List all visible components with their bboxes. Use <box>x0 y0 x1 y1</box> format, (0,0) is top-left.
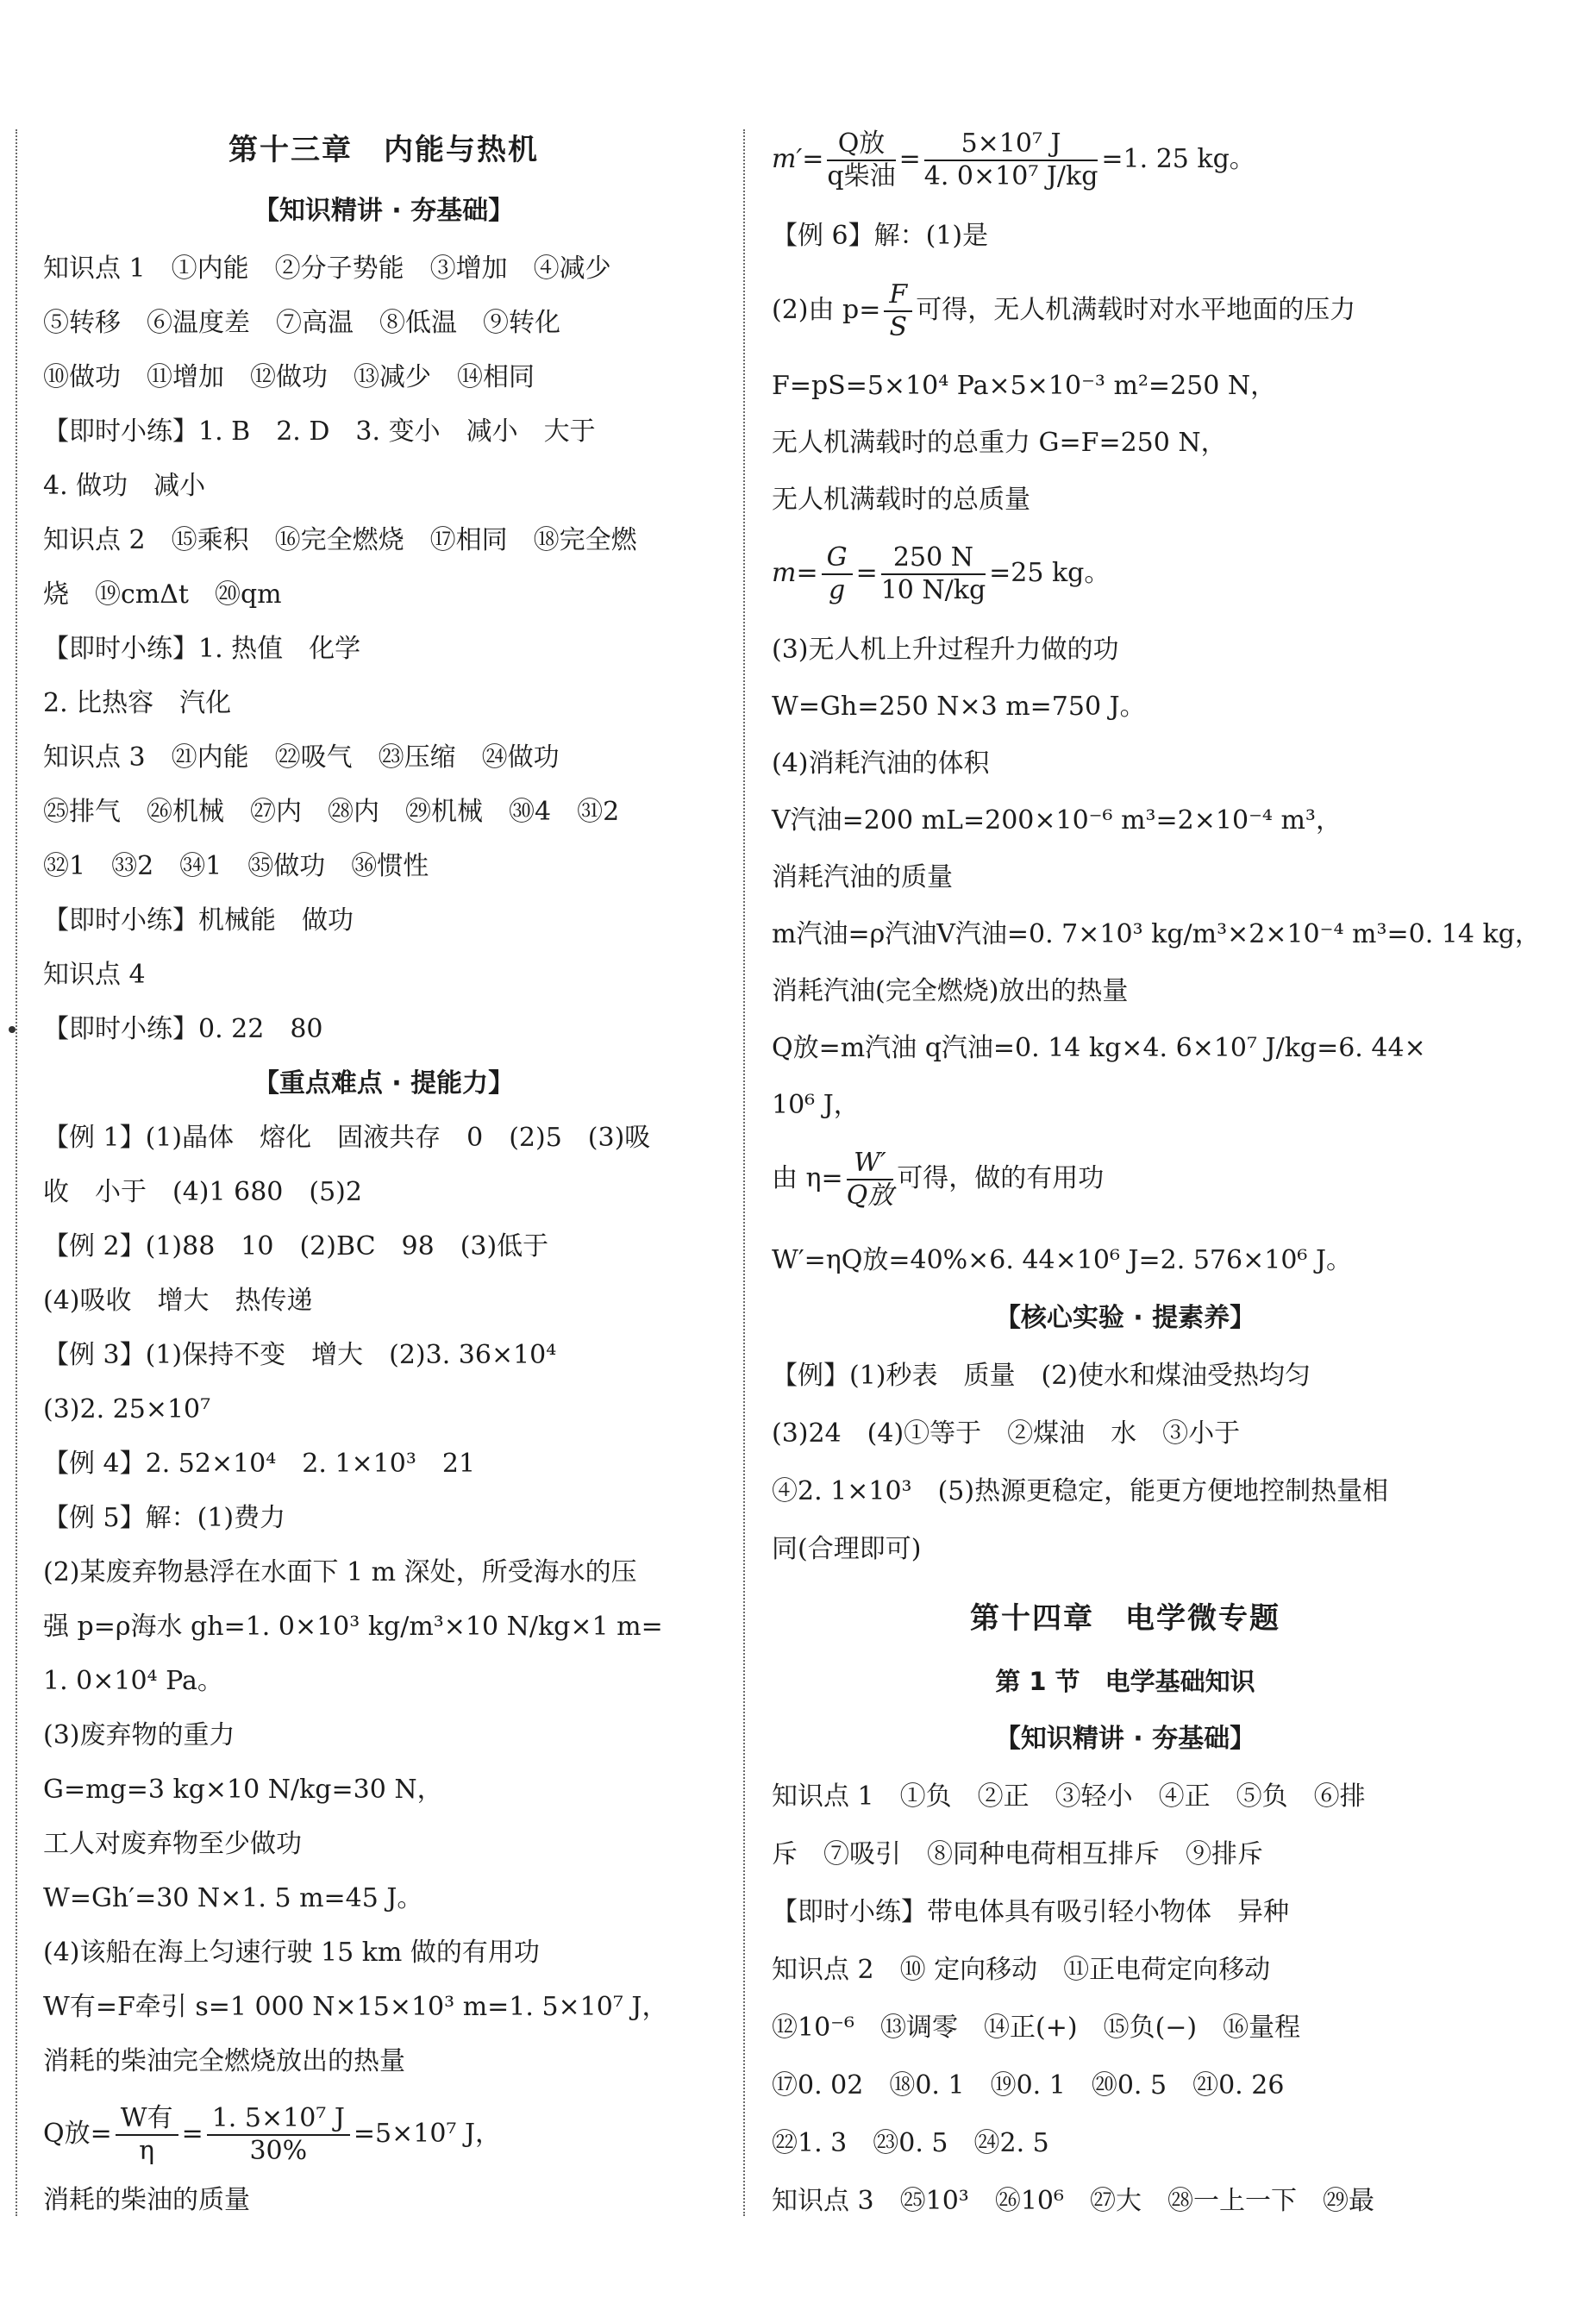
text-line: 知识点 1 ①负 ②正 ③轻小 ④正 ⑤负 ⑥排 <box>772 1781 1366 1812</box>
text-line: (3)24 (4)①等于 ②煤油 水 ③小于 <box>772 1418 1241 1449</box>
formula-lhs: Q放= <box>43 2119 112 2149</box>
fraction <box>847 1148 894 1211</box>
formula-rhs: =25 kg。 <box>989 558 1111 588</box>
text-line: 【即时小练】1. B 2. D 3. 变小 减小 大于 <box>43 416 596 447</box>
formula-rhs: =1. 25 kg。 <box>1101 144 1255 174</box>
formula-text: 可得，无人机满载时对水平地面的压力 <box>916 295 1356 325</box>
fraction-numerator: F <box>884 279 912 312</box>
text-line: W=Gh′=30 N×1. 5 m=45 J。 <box>43 1883 423 1913</box>
text-line: 知识点 2 ⑩ 定向移动 ⑪正电荷定向移动 <box>772 1955 1271 1985</box>
text-line: 强 p=ρ海水 gh=1. 0×10³ kg/m³×10 N/kg×1 m= <box>43 1612 663 1642</box>
text-line: 知识点 2 ⑮乘积 ⑯完全燃烧 ⑰相同 ⑱完全燃 <box>43 525 637 555</box>
text-line: m汽油=ρ汽油V汽油=0. 7×10³ kg/m³×2×10⁻⁴ m³=0. 14 kg， <box>772 919 1541 949</box>
text-line: 【例 2】(1)88 10 (2)BC 98 (3)低于 <box>43 1231 549 1262</box>
text-line: 消耗的柴油的质量 <box>43 2185 250 2215</box>
formula-line <box>772 272 1479 349</box>
formula-lhs: m= <box>772 558 818 588</box>
text-line: (4)吸收 增大 热传递 <box>43 1286 313 1316</box>
formula-text: 由 η= <box>772 1163 843 1193</box>
text-line: 【例 6】解：(1)是 <box>772 221 989 251</box>
fraction <box>207 2103 350 2167</box>
text-line: F=pS=5×10⁴ Pa×5×10⁻³ m²=250 N， <box>772 371 1277 401</box>
formula-line: m′= $\frac{\text{Q放}}{\text{q柴油}}$ = $\frac{\text{5×10⁷ J}}{\text{4. 0×10⁷ J/kg}}$ =1. 25 kg。 <box>772 128 1255 191</box>
text-line: 工人对废弃物至少做功 <box>43 1829 302 1859</box>
text-line: 2. 比热容 汽化 <box>43 688 232 718</box>
text-line: (3)无人机上升过程升力做的功 <box>772 635 1119 665</box>
formula-line: m= $\frac{G}{g}$ = $\frac{250 N}{10 N/kg}$ =25 kg。 <box>772 542 1111 605</box>
fraction-denominator: S <box>889 312 908 342</box>
text-line: W′=ηQ放=40%×6. 44×10⁶ J=2. 576×10⁶ J。 <box>772 1245 1352 1275</box>
fraction <box>881 542 986 606</box>
text-line: 烧 ⑲cmΔt ⑳qm <box>43 579 282 610</box>
fraction-numerator: 1. 5×10⁷ J <box>207 2103 350 2136</box>
text-line: 【即时小练】1. 热值 化学 <box>43 634 361 664</box>
text-line: 收 小于 (4)1 680 (5)2 <box>43 1177 362 1207</box>
text-line: 同(合理即可) <box>772 1534 922 1564</box>
text-line: 4. 做功 减小 <box>43 471 206 501</box>
text-line: ⑤转移 ⑥温度差 ⑦高温 ⑧低温 ⑨转化 <box>43 308 560 338</box>
text-line: 1. 0×10⁴ Pa。 <box>43 1666 223 1696</box>
fraction-denominator: q柴油 <box>827 161 896 191</box>
fraction <box>827 128 895 192</box>
fraction-denominator: Q放 <box>846 1180 894 1211</box>
chapter-title: 第十四章 电学微专题 <box>970 1601 1280 1636</box>
text-line: 【例 3】(1)保持不变 增大 (2)3. 36×10⁴ <box>43 1340 557 1370</box>
text-line: 无人机满载时的总质量 <box>772 485 1030 515</box>
text-line: (2)某废弃物悬浮在水面下 1 m 深处，所受海水的压 <box>43 1557 637 1587</box>
fraction-denominator: g <box>828 575 846 605</box>
formula-text: (2)由 p= <box>772 295 881 325</box>
text-line: G=mg=3 kg×10 N/kg=30 N， <box>43 1775 443 1805</box>
text-line: 知识点 3 ㉑内能 ㉒吸气 ㉓压缩 ㉔做功 <box>43 742 560 773</box>
fraction-denominator: 4. 0×10⁷ J/kg <box>923 161 1098 191</box>
fraction-numerator: 250 N <box>881 542 986 575</box>
fraction <box>884 279 912 343</box>
text-line: V汽油=200 mL=200×10⁻⁶ m³=2×10⁻⁴ m³， <box>772 805 1342 836</box>
fraction <box>924 128 1098 192</box>
text-line: 消耗汽油(完全燃烧)放出的热量 <box>772 976 1129 1006</box>
formula-line: Q放= $\frac{\text{W有}}{\eta}$ = $\frac{\text{1. 5×10⁷ J}}{30\%}$ =5×10⁷ J， <box>43 2103 501 2166</box>
section-title: 第 1 节 电学基础知识 <box>995 1667 1255 1696</box>
text-line: ④2. 1×10³ (5)热源更稳定，能更方便地控制热量相 <box>772 1476 1389 1506</box>
text-line: ⑫10⁻⁶ ⑬调零 ⑭正(+) ⑮负(−) ⑯量程 <box>772 2013 1301 2043</box>
margin-mark <box>9 1026 16 1033</box>
text-line: 【即时小练】带电体具有吸引轻小物体 异种 <box>772 1897 1289 1927</box>
fraction-numerator: W有 <box>116 2103 178 2136</box>
text-line: ㉒1. 3 ㉓0. 5 ㉔2. 5 <box>772 2128 1049 2158</box>
text-line: 【例 4】2. 52×10⁴ 2. 1×10³ 21 <box>43 1449 476 1479</box>
text-line: 知识点 3 ㉕10³ ㉖10⁶ ㉗大 ㉘一上一下 ㉙最 <box>772 2186 1375 2216</box>
text-line: 10⁶ J， <box>772 1090 860 1120</box>
fraction-numerator: W′ <box>847 1148 894 1180</box>
text-line: ㉕排气 ㉖机械 ㉗内 ㉘内 ㉙机械 ㉚4 ㉛2 <box>43 797 620 827</box>
text-line: Q放=m汽油 q汽油=0. 14 kg×4. 6×10⁷ J/kg=6. 44× <box>772 1033 1426 1063</box>
fraction <box>116 2103 178 2167</box>
left-column <box>43 0 724 2304</box>
text-line: 斥 ⑦吸引 ⑧同种电荷相互排斥 ⑨排斥 <box>772 1839 1263 1869</box>
formula-rhs: =5×10⁷ J， <box>353 2119 501 2149</box>
formula-text: 可得，做的有用功 <box>897 1163 1105 1193</box>
text-line: (4)该船在海上匀速行驶 15 km 做的有用功 <box>43 1938 540 1968</box>
fraction-denominator: 10 N/kg <box>880 575 986 605</box>
chapter-title: 第十三章 内能与热机 <box>228 133 539 167</box>
formula-line <box>772 1140 1479 1218</box>
text-line: W有=F牵引 s=1 000 N×15×10³ m=1. 5×10⁷ J， <box>43 1992 668 2022</box>
text-line: ㉜1 ㉝2 ㉞1 ㉟做功 ㊱惯性 <box>43 851 429 881</box>
text-line: 无人机满载时的总重力 G=F=250 N， <box>772 428 1227 458</box>
text-line: 【即时小练】0. 22 80 <box>43 1014 323 1044</box>
text-line: ⑩做功 ⑪增加 ⑫做功 ⑬减少 ⑭相同 <box>43 362 535 392</box>
fraction-denominator: η <box>139 2136 155 2166</box>
text-line: 消耗汽油的质量 <box>772 862 953 892</box>
section-heading-knowledge: 【知识精讲 · 夯基础】 <box>253 196 515 226</box>
fraction-numerator: 5×10⁷ J <box>924 128 1098 161</box>
section-heading-difficulty: 【重点难点 · 提能力】 <box>253 1068 515 1099</box>
text-line: (3)废弃物的重力 <box>43 1720 235 1750</box>
right-column <box>772 0 1541 2304</box>
text-line: 消耗的柴油完全燃烧放出的热量 <box>43 2046 405 2076</box>
text-line: 【例 1】(1)晶体 熔化 固液共存 0 (2)5 (3)吸 <box>43 1123 651 1153</box>
fraction <box>822 542 853 606</box>
text-line: W=Gh=250 N×3 m=750 J。 <box>772 692 1146 722</box>
fraction-denominator: 30% <box>249 2136 308 2166</box>
text-line: 知识点 4 <box>43 960 146 990</box>
fraction-numerator: Q放 <box>827 128 895 161</box>
left-margin-dotted-line <box>16 129 17 2216</box>
text-line: 【例 5】解：(1)费力 <box>43 1503 286 1533</box>
column-divider-dotted-line <box>743 129 745 2216</box>
text-line: (3)2. 25×10⁷ <box>43 1394 211 1424</box>
text-line: 知识点 1 ①内能 ②分子势能 ③增加 ④减少 <box>43 254 611 284</box>
text-line: 【即时小练】机械能 做功 <box>43 905 354 936</box>
text-line: ⑰0. 02 ⑱0. 1 ⑲0. 1 ⑳0. 5 ㉑0. 26 <box>772 2070 1285 2101</box>
fraction-numerator: G <box>822 542 853 575</box>
text-line: (4)消耗汽油的体积 <box>772 748 990 779</box>
formula-lhs: m′= <box>772 144 824 174</box>
text-line: 【例】(1)秒表 质量 (2)使水和煤油受热均匀 <box>772 1361 1311 1391</box>
section-heading-experiment: 【核心实验 · 提素养】 <box>994 1303 1256 1333</box>
section-heading-knowledge: 【知识精讲 · 夯基础】 <box>994 1724 1256 1754</box>
